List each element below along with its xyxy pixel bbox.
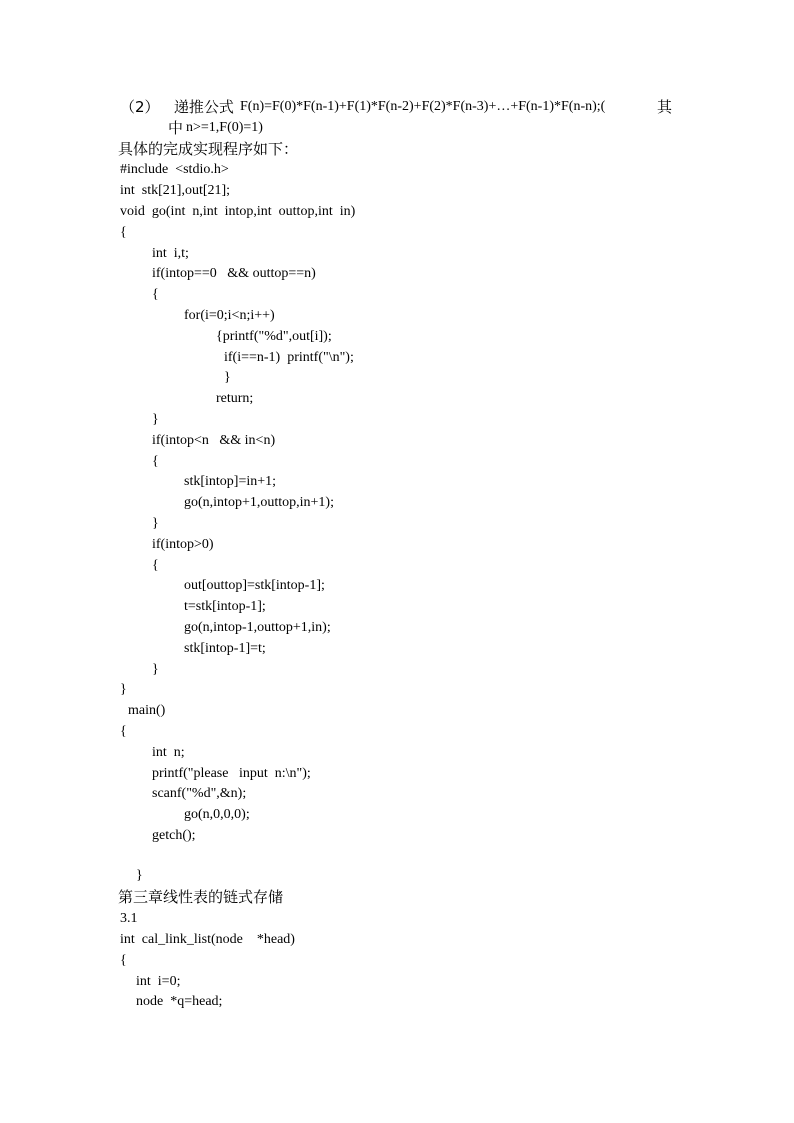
code-line: if(intop<n && in<n): [152, 433, 276, 448]
code-line: {: [120, 225, 127, 240]
code-line: int i=0;: [136, 974, 181, 989]
code-line: return;: [216, 391, 254, 406]
code-line: node *q=head;: [136, 994, 223, 1009]
code-line: out[outtop]=stk[intop-1];: [184, 578, 325, 593]
code-line: {: [152, 558, 159, 573]
code-line: printf("please input n:\n");: [152, 766, 311, 781]
code-line: if(i==n-1) printf("\n");: [224, 350, 354, 365]
chapter-title: 第三章线性表的链式存储: [118, 888, 284, 906]
code-line: go(n,0,0,0);: [184, 807, 250, 822]
code-line: int i,t;: [152, 246, 189, 261]
code-line: }: [224, 370, 231, 385]
formula-cont: n>=1,F(0)=1): [186, 120, 263, 135]
code-line: int stk[21],out[21];: [120, 183, 231, 198]
code-line: {: [120, 953, 127, 968]
code-line: }: [152, 412, 159, 427]
code-line: }: [152, 662, 159, 677]
code-line: {: [152, 287, 159, 302]
code-line: }: [120, 682, 127, 697]
code-line: main(): [128, 703, 166, 718]
formula-intro: （2） 递推公式: [120, 98, 234, 116]
code-line: #include <stdio.h>: [120, 162, 229, 177]
code-line: if(intop==0 && outtop==n): [152, 266, 316, 281]
code-line: stk[intop-1]=t;: [184, 641, 266, 656]
code-line: }: [136, 868, 143, 883]
formula-text: F(n)=F(0)*F(n-1)+F(1)*F(n-2)+F(2)*F(n-3)+…+F(n-1)*F(n-n);(: [240, 99, 606, 114]
code-line: int cal_link_list(node *head): [120, 932, 295, 947]
formula-tail: 其: [657, 98, 673, 116]
code-line: for(i=0;i<n;i++): [184, 308, 275, 323]
code-line: scanf("%d",&n);: [152, 786, 247, 801]
code-line: {printf("%d",out[i]);: [216, 329, 332, 344]
code-line: void go(int n,int intop,int outtop,int in): [120, 204, 356, 219]
code-line: {: [152, 454, 159, 469]
code-line: t=stk[intop-1];: [184, 599, 266, 614]
formula-cont-cjk: 中: [168, 119, 184, 137]
code-line: }: [152, 516, 159, 531]
code-line: go(n,intop+1,outtop,in+1);: [184, 495, 334, 510]
code-line: getch();: [152, 828, 196, 843]
code-line: if(intop>0): [152, 537, 214, 552]
program-intro: 具体的完成实现程序如下：: [118, 140, 299, 158]
code-line: {: [120, 724, 127, 739]
code-line: int n;: [152, 745, 185, 760]
code-line: stk[intop]=in+1;: [184, 474, 277, 489]
code-line: go(n,intop-1,outtop+1,in);: [184, 620, 331, 635]
section-number: 3.1: [120, 911, 138, 926]
